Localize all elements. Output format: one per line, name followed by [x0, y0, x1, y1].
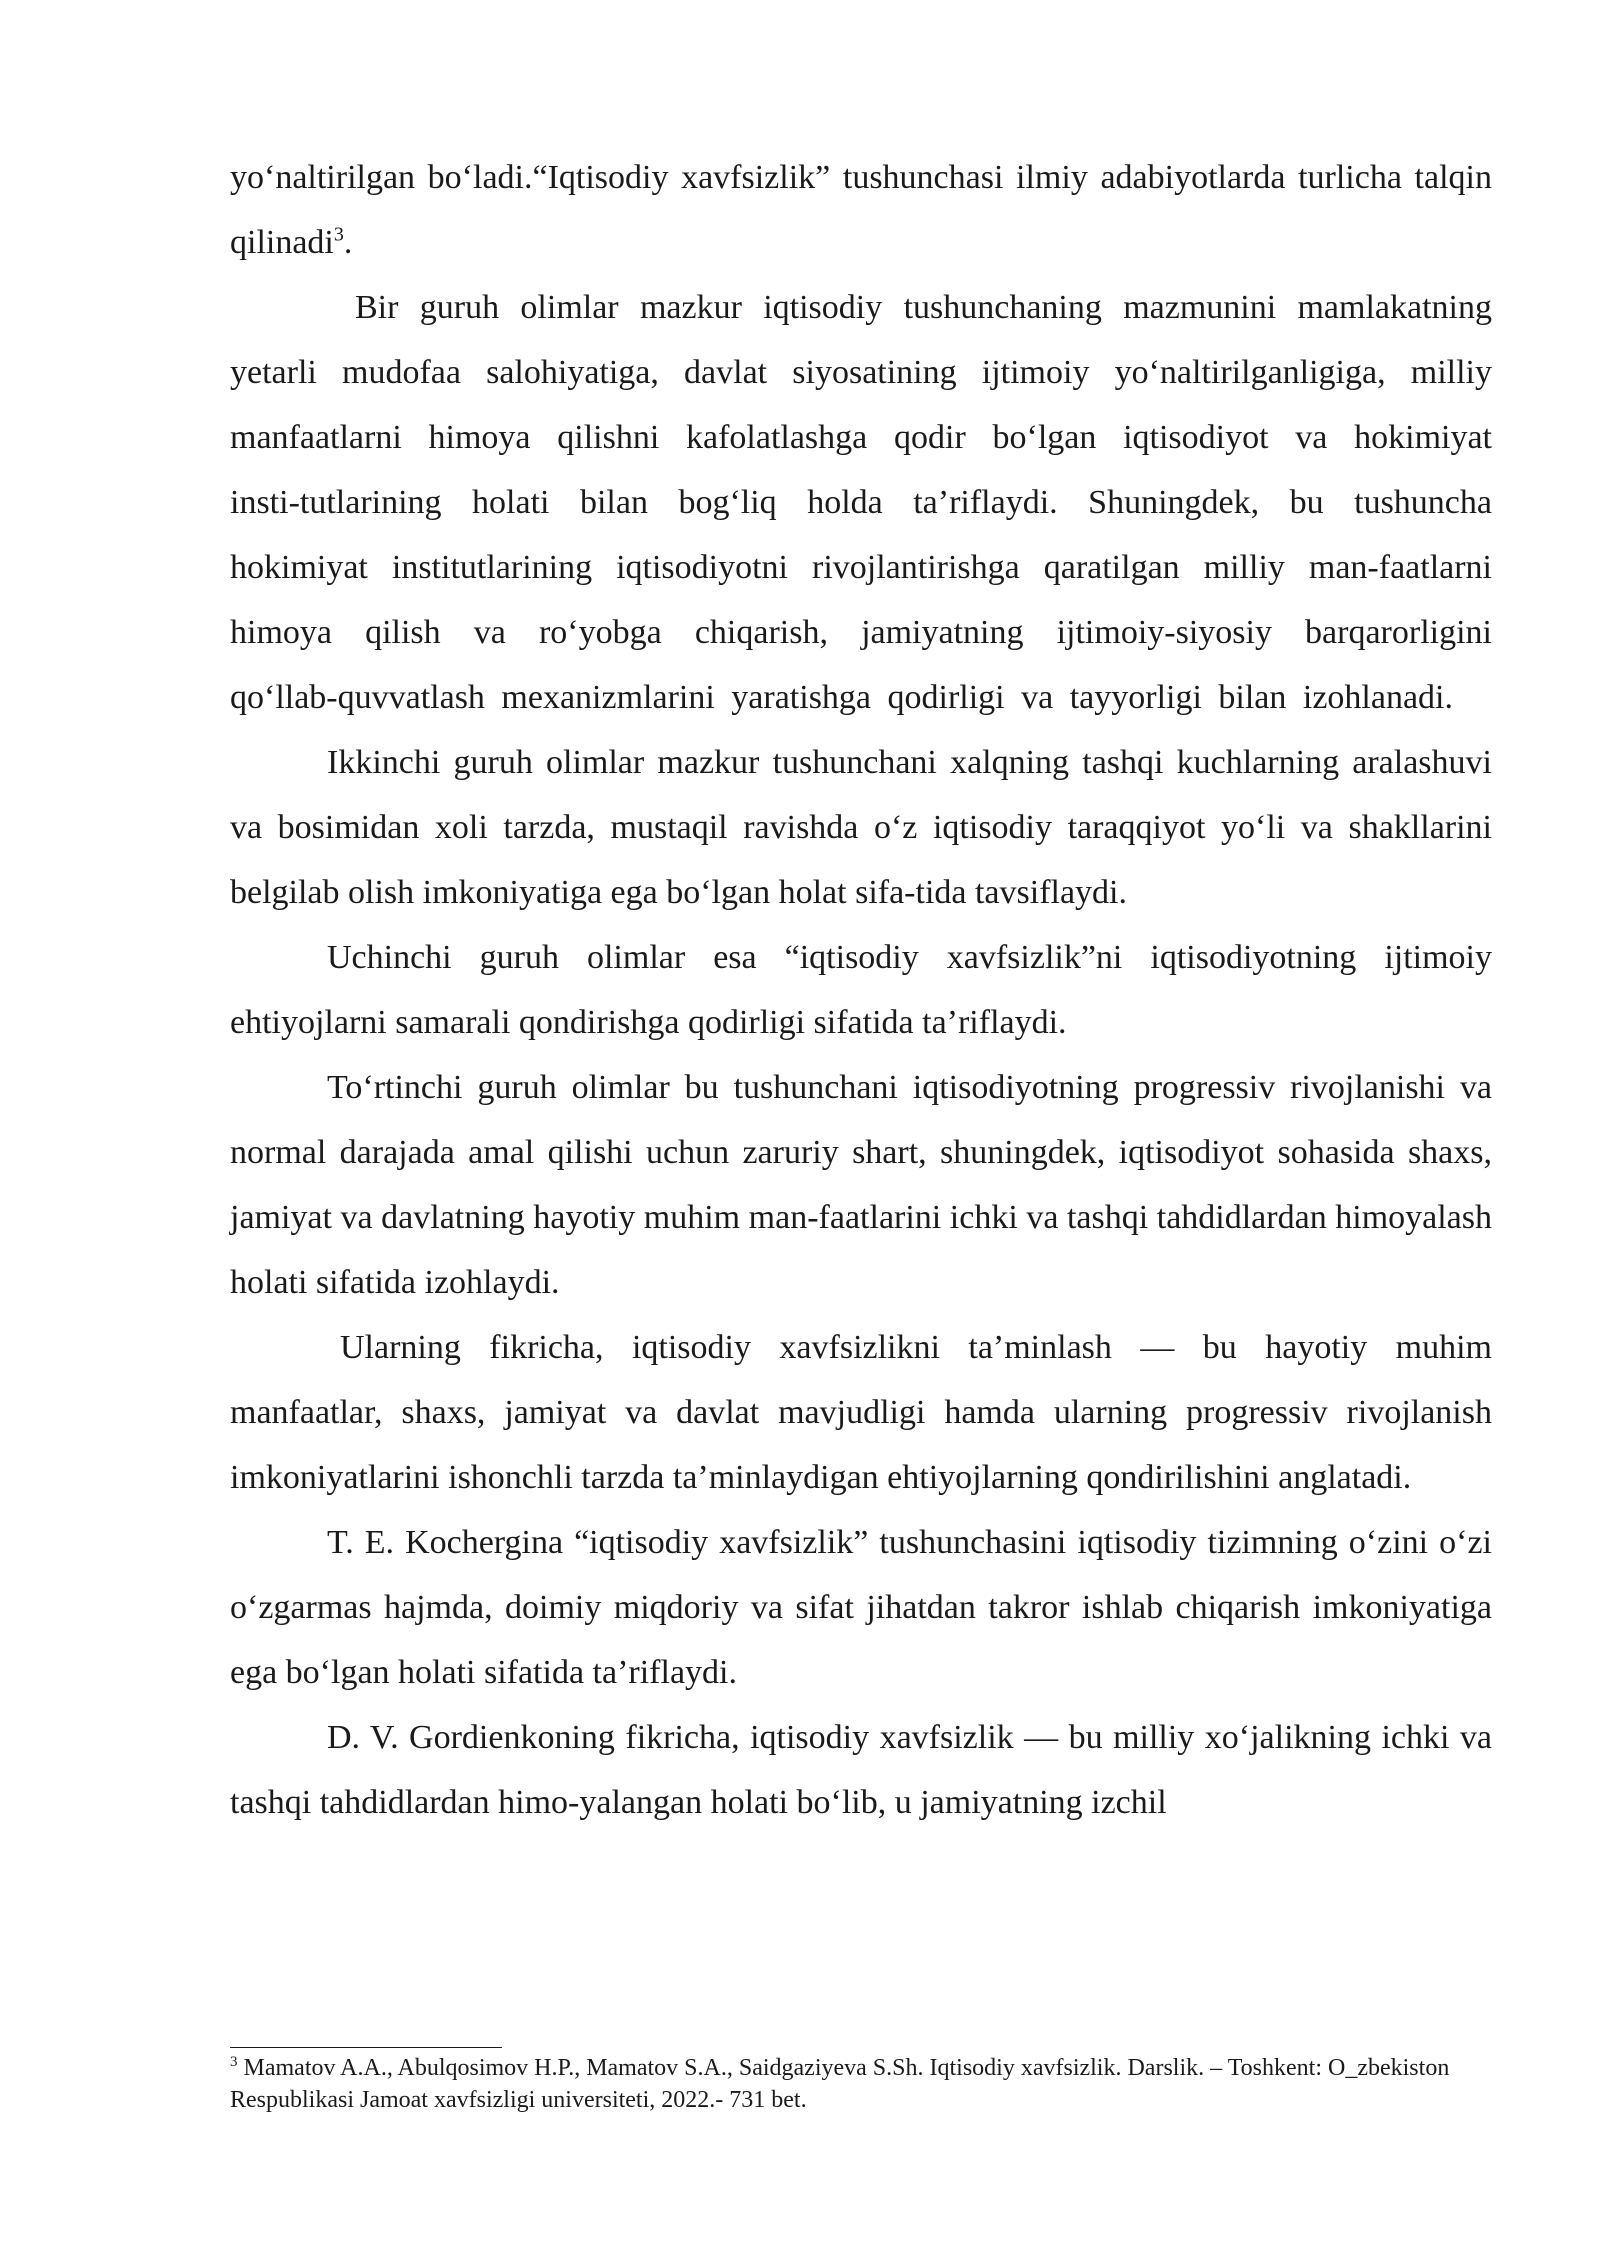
paragraph-their-opinion: Ularning fikricha, iqtisodiy xavfsizlikni ta’minlash — bu hayotiy muhim manfaatlar, shaxs, jamiyat va davlat mavjudligi hamda ularning progressiv rivojlanish imkoniyatlarini ishonchli tarzda ta’minlaydigan ehtiyojlarning qondirilishini anglatadi.: [230, 1329, 1492, 1496]
paragraph-second-group: Ikkinchi guruh olimlar mazkur tushunchani xalqning tashqi kuchlarning aralashuvi va bosimidan xoli tarzda, mustaqil ravishda o‘z iqtisodiy taraqqiyot yo‘li va shakllarini belgilab olish imkoniyatiga ega bo‘lgan holat sifa-tida tavsiflaydi.: [230, 744, 1492, 911]
paragraph-first-group: Bir guruh olimlar mazkur iqtisodiy tushunchaning mazmunini mamlakatning yetarli mudofaa salohiyatiga, davlat siyosatining ijtimoiy yo‘naltirilganligiga, milliy manfaatlarni himoya qilishni kafolatlashga qodir bo‘lgan iqtisodiyot va hokimiyat insti-tutlarining holati bilan bog‘liq holda ta’riflaydi. Shuningdek, bu tushuncha hokimiyat institutlarining iqtisodiyotni rivojlantirishga qaratilgan milliy man-faatlarni himoya qilish va ro‘yobga chiqarish, jamiyatning ijtimoiy-siyosiy barqarorligini qo‘llab-quvvatlash mexanizmlarini yaratishga qodirligi va tayyorligi bilan izohlanadi.: [230, 289, 1492, 716]
footnote-divider: [230, 2047, 502, 2048]
body-text: [230, 145, 1492, 1835]
paragraph-gordienko: D. V. Gordienkoning fikricha, iqtisodiy xavfsizlik — bu milliy xo‘jalikning ichki va tashqi tahdidlardan himo-yalangan holati bo‘lib, u jamiyatning izchil: [230, 1719, 1492, 1821]
footnote: [230, 2052, 1492, 2116]
paragraph-kochergina: T. E. Kochergina “iqtisodiy xavfsizlik” tushunchasini iqtisodiy tizimning o‘zini o‘zi o‘zgarmas hajmda, doimiy miqdoriy va sifat jihatdan takror ishlab chiqarish imkoniyatiga ega bo‘lgan holati sifatida ta’riflaydi.: [230, 1524, 1492, 1691]
paragraph-intro-text: yo‘naltirilgan bo‘ladi.“Iqtisodiy xavfsizlik” tushunchasi ilmiy adabiyotlarda turlicha talqin qilinadi: [230, 159, 1492, 261]
paragraph-third-group: Uchinchi guruh olimlar esa “iqtisodiy xavfsizlik”ni iqtisodiyotning ijtimoiy ehtiyojlarni samarali qondirishga qodirligi sifatida ta’riflaydi.: [230, 939, 1492, 1041]
paragraph-intro-end: .: [343, 224, 353, 261]
footnote-reference: 3: [333, 223, 344, 246]
paragraph-fourth-group: To‘rtinchi guruh olimlar bu tushunchani iqtisodiyotning progressiv rivojlanishi va normal darajada amal qilishi uchun zaruriy shart, shuningdek, iqtisodiyot sohasida shaxs, jamiyat va davlatning hayotiy muhim man-faatlarini ichki va tashqi tahdidlardan himoyalash holati sifatida izohlaydi.: [230, 1069, 1492, 1301]
footnote-number: 3: [230, 2054, 238, 2070]
footnote-text: Mamatov A.A., Abulqosimov H.P., Mamatov S.A., Saidgaziyeva S.Sh. Iqtisodiy xavfsizlik. Darslik. – Toshkent: O_zbekiston Respublikasi Jamoat xavfsizligi universiteti, 2022.- 731 bet.: [230, 2055, 1450, 2113]
paragraph-intro: [230, 145, 1492, 275]
